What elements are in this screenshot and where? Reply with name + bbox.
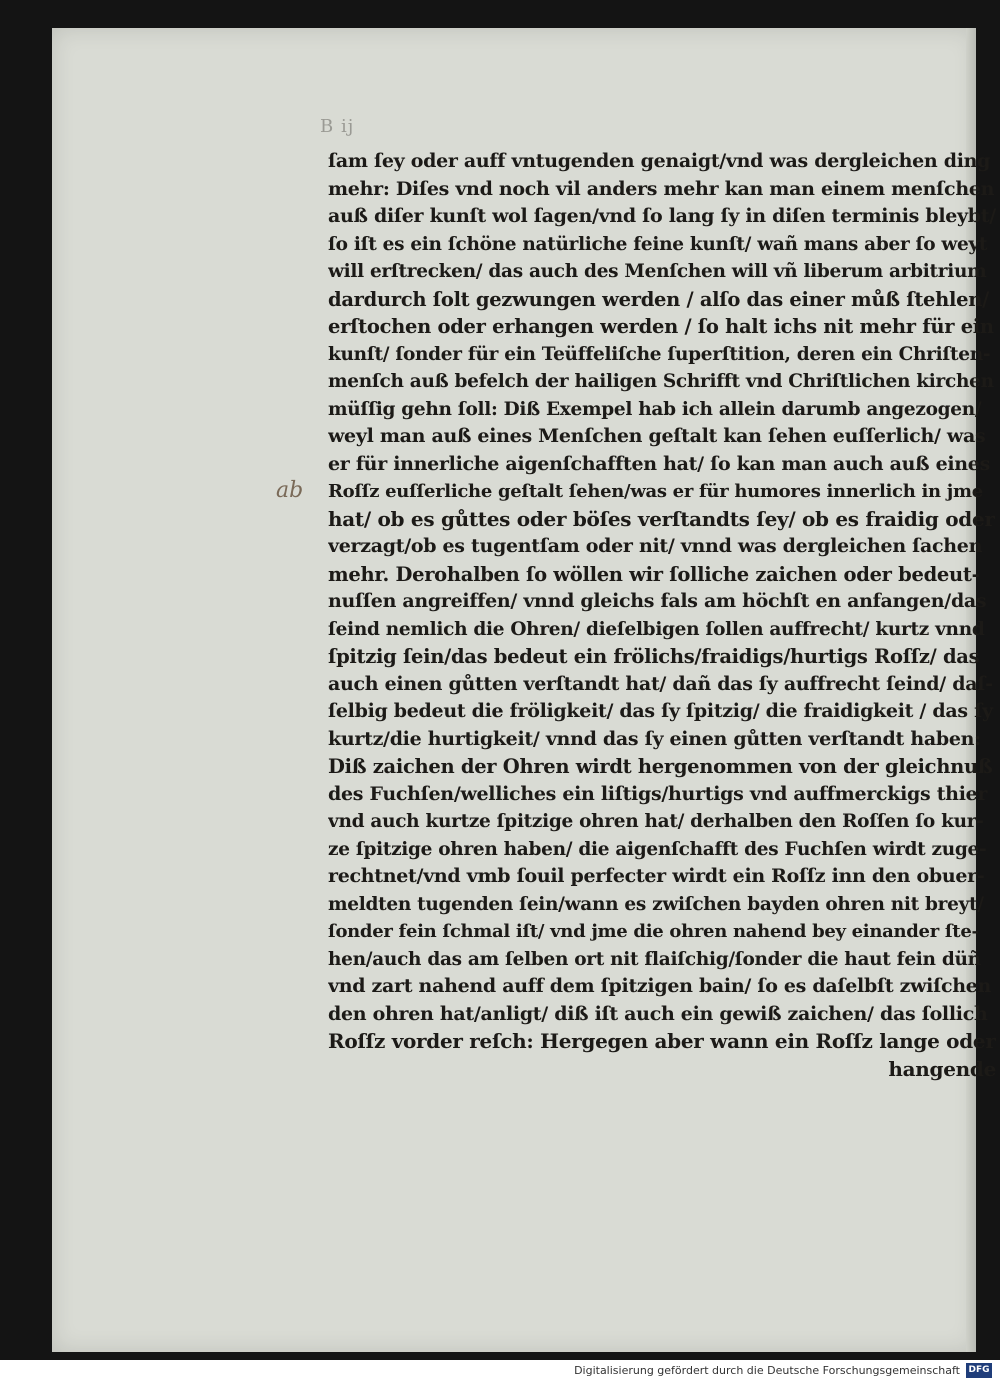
text-line: kurtz/die hurtigkeit/ vnnd das ſy einen gůtten verſtandt haben: bbox=[328, 727, 981, 750]
text-line: ze ſpitzige ohren haben/ die aigenſchafft des Fuchſen wirdt zuge- bbox=[328, 838, 987, 860]
text-line: kunſt/ ſonder für ein Teüffeliſche ſuperſtition, deren ein Chriſten- bbox=[328, 343, 991, 365]
footer-credit: Digitalisierung gefördert durch die Deutsche Forschungsgemeinschaft bbox=[574, 1364, 960, 1377]
text-line: auch einen gůtten verſtandt hat/ dañ das ſy auffrecht ſeind/ daſ- bbox=[328, 672, 993, 695]
text-line: rechtnet/vnd vmb ſouil perfecter wirdt ein Roſſz inn den obuer- bbox=[328, 865, 985, 887]
text-line: menſch auß befelch der hailigen Schrifft vnd Chriſtlichen kirchen bbox=[328, 371, 994, 392]
text-line: mehr: Diſes vnd noch vil anders mehr kan man einem menſchen bbox=[328, 177, 995, 200]
dfg-logo-icon: DFG bbox=[966, 1363, 992, 1378]
footer-bar bbox=[0, 1360, 1000, 1382]
text-line: erſtochen oder erhangen werden / ſo halt ichs nit mehr für ein bbox=[328, 315, 994, 338]
text-line: verzagt/ob es tugentſam oder nit/ vnnd was dergleichen ſachen bbox=[328, 535, 983, 557]
text-line: weyl man auß eines Menſchen geſtalt kan ſehen euſſerlich/ was bbox=[328, 425, 986, 447]
text-line: will erſtrecken/ das auch des Menſchen will vñ liberum arbitrium bbox=[328, 261, 987, 282]
text-line: hen/auch das am ſelben ort nit flaiſchig/ſonder die haut fein düñ bbox=[328, 948, 981, 970]
text-line: nuſſen angreiffen/ vnnd gleichs fals am höchſt en anfangen/das bbox=[328, 590, 987, 612]
text-line: vnd auch kurtze ſpitzige ohren hat/ derhalben den Roſſen ſo kur- bbox=[328, 811, 984, 832]
text-line: ſeind nemlich die Ohren/ dieſelbigen ſollen auffrecht/ kurtz vnnd bbox=[328, 618, 985, 640]
text-line: Diß zaichen der Ohren wirdt hergenommen von der gleichnuß bbox=[328, 755, 993, 778]
text-line: hat/ ob es gůttes oder böſes verſtandts ſey/ ob es fraidig oder bbox=[328, 506, 995, 531]
text-line: dardurch ſolt gezwungen werden / alſo das einer můß ſtehlen/ bbox=[328, 287, 989, 311]
text-block bbox=[328, 148, 996, 1083]
margin-annotation: ab bbox=[276, 478, 304, 503]
signature-mark: B ij bbox=[320, 116, 355, 137]
text-line: ſpitzig ſein/das bedeut ein frölichs/fraidigs/hurtigs Roſſz/ das bbox=[328, 645, 980, 668]
text-line: Roſſz vorder reſch: Hergegen aber wann ein Roſſz lange oder bbox=[328, 1029, 996, 1053]
catchword: hangende bbox=[888, 1056, 996, 1081]
text-line: müſſig gehn ſoll: Diß Exempel hab ich allein darumb angezogen/ bbox=[328, 398, 982, 420]
text-line: vnd zart nahend auff dem ſpitzigen bain/ ſo es daſelbſt zwiſchen bbox=[328, 975, 992, 997]
text-line: ſo iſt es ein ſchöne natürliche feine kunſt/ wañ mans aber ſo weyt bbox=[328, 233, 988, 255]
text-line: ſam ſey oder auff vntugenden genaigt/vnd was dergleichen ding bbox=[328, 150, 991, 172]
text-line: ſelbig bedeut die fröligkeit/ das ſy ſpitzig/ die fraidigkeit / das ſy bbox=[328, 700, 993, 722]
text-line: des Fuchſen/welliches ein liſtigs/hurtigs vnd auffmerckigs thier bbox=[328, 782, 988, 805]
text-line: meldten tugenden ſein/wann es zwiſchen bayden ohren nit breyt/ bbox=[328, 893, 984, 915]
book-page bbox=[52, 28, 996, 1352]
text-line: Roſſz euſſerliche geſtalt ſehen/was er für humores innerlich in jme bbox=[328, 481, 983, 502]
text-line: ſonder fein ſchmal iſt/ vnd jme die ohren nahend bey einander ſte- bbox=[328, 921, 979, 942]
text-line: auß diſer kunſt wol ſagen/vnd ſo lang ſy in diſen terminis bleybt/ bbox=[328, 205, 996, 227]
text-line: mehr. Derohalben ſo wöllen wir ſolliche zaichen oder bedeut- bbox=[328, 562, 980, 586]
text-line: er für innerliche aigenſchafften hat/ ſo kan man auch auß eines bbox=[328, 452, 990, 475]
text-line: den ohren hat/anligt/ diß iſt auch ein gewiß zaichen/ das ſollich bbox=[328, 1002, 988, 1025]
